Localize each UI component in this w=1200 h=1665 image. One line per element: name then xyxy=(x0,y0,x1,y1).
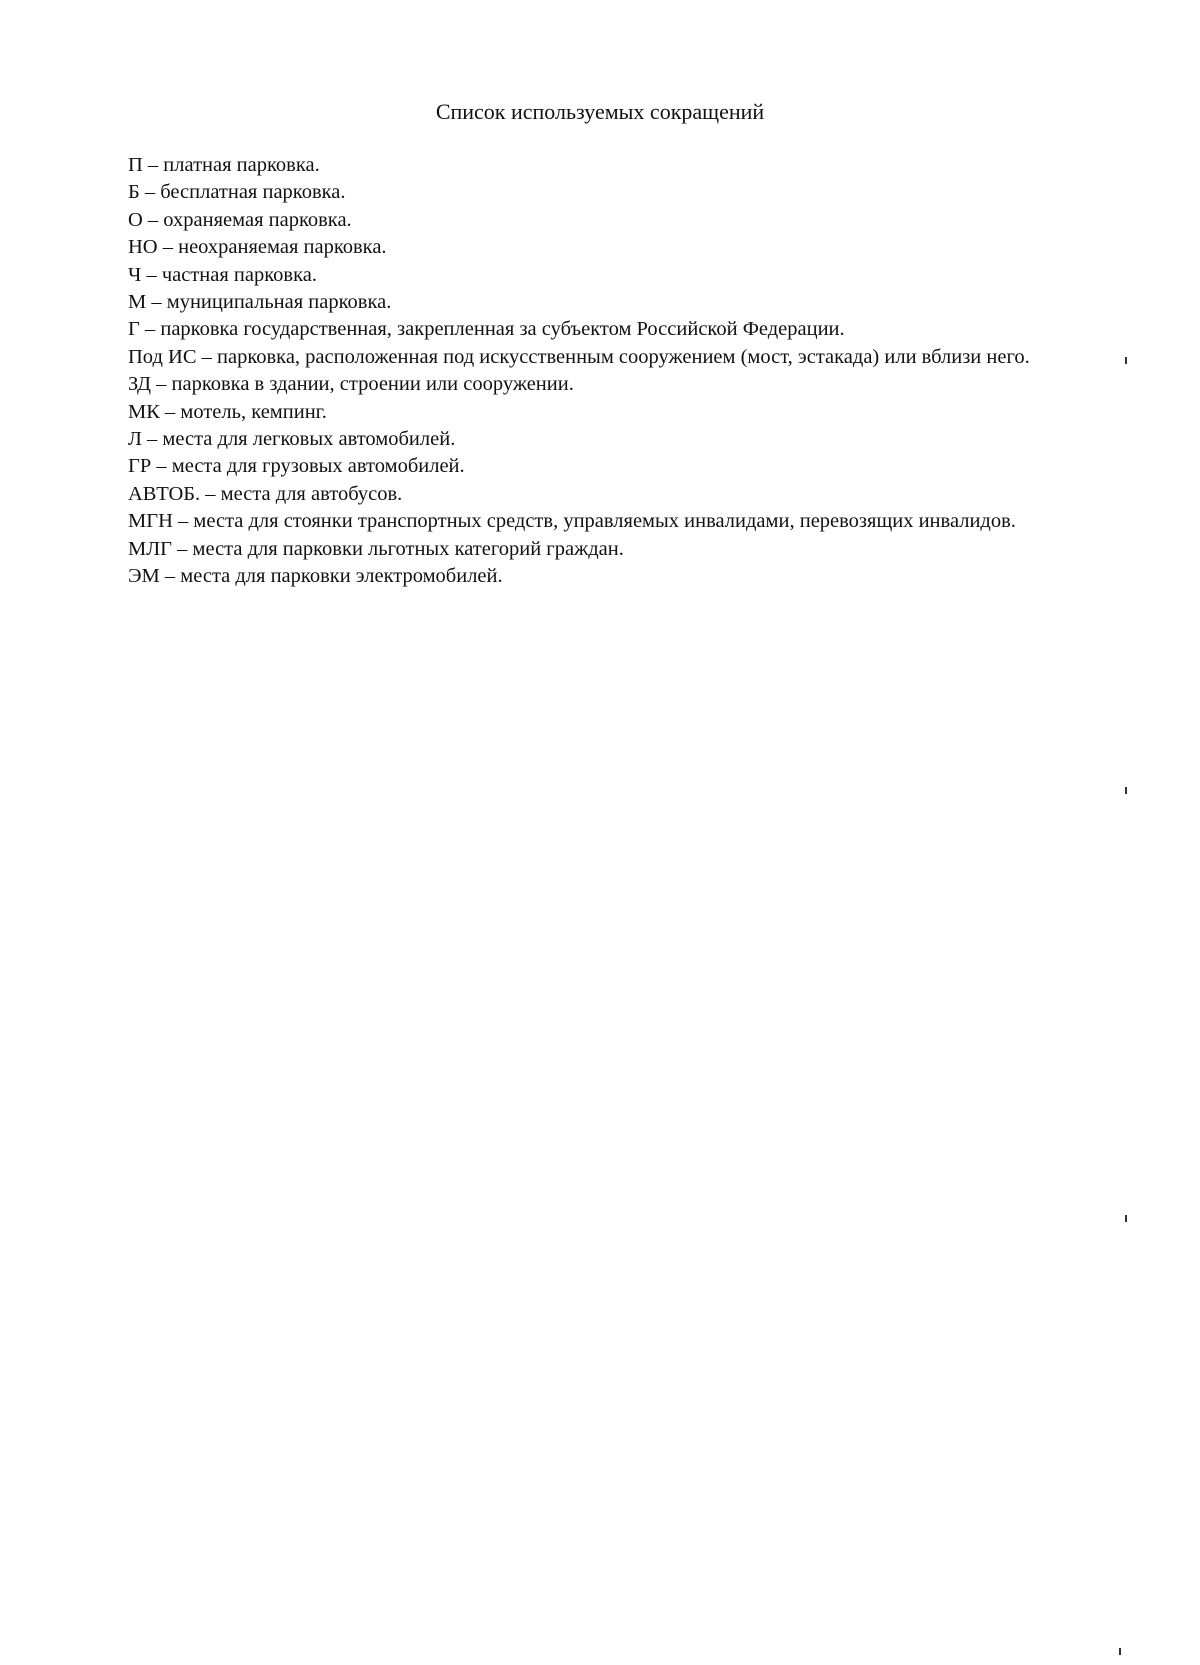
abbreviation-item: НО – неохраняемая парковка. xyxy=(128,236,387,259)
scan-mark xyxy=(1119,1648,1121,1655)
abbreviation-item: ЗД – парковка в здании, строении или сооружении. xyxy=(128,373,574,396)
scan-mark xyxy=(1125,357,1127,364)
abbreviation-item: МГН – места для стоянки транспортных средств, управляемых инвалидами, перевозящих инвалидов. xyxy=(128,510,1016,533)
abbreviation-item: АВТОБ. – места для автобусов. xyxy=(128,482,403,505)
document-title: Список используемых сокращений xyxy=(435,99,765,124)
abbreviation-item: М – муниципальная парковка. xyxy=(128,291,392,314)
abbreviation-item: ЭМ – места для парковки электромобилей. xyxy=(128,565,503,588)
scan-mark xyxy=(1125,787,1127,794)
abbreviation-item: П – платная парковка. xyxy=(128,154,320,176)
abbreviation-item: Б – бесплатная парковка. xyxy=(128,181,346,204)
abbreviation-item: МЛГ – места для парковки льготных категорий граждан. xyxy=(128,537,624,560)
scan-mark xyxy=(1125,1215,1127,1222)
abbreviation-item: Л – места для легковых автомобилей. xyxy=(128,428,456,451)
abbreviation-item: ГР – места для грузовых автомобилей. xyxy=(128,455,465,478)
abbreviation-item: Ч – частная парковка. xyxy=(128,263,317,286)
abbreviation-list xyxy=(72,152,1121,591)
abbreviation-item: Г – парковка государственная, закрепленная за субъектом Российской Федерации. xyxy=(128,318,845,341)
abbreviation-item: О – охраняемая парковка. xyxy=(128,208,352,231)
abbreviation-item: МК – мотель, кемпинг. xyxy=(128,400,327,423)
abbreviation-item: Под ИС – парковка, расположенная под искусственным сооружением (мост, эстакада) или вблизи него. xyxy=(128,345,1030,368)
